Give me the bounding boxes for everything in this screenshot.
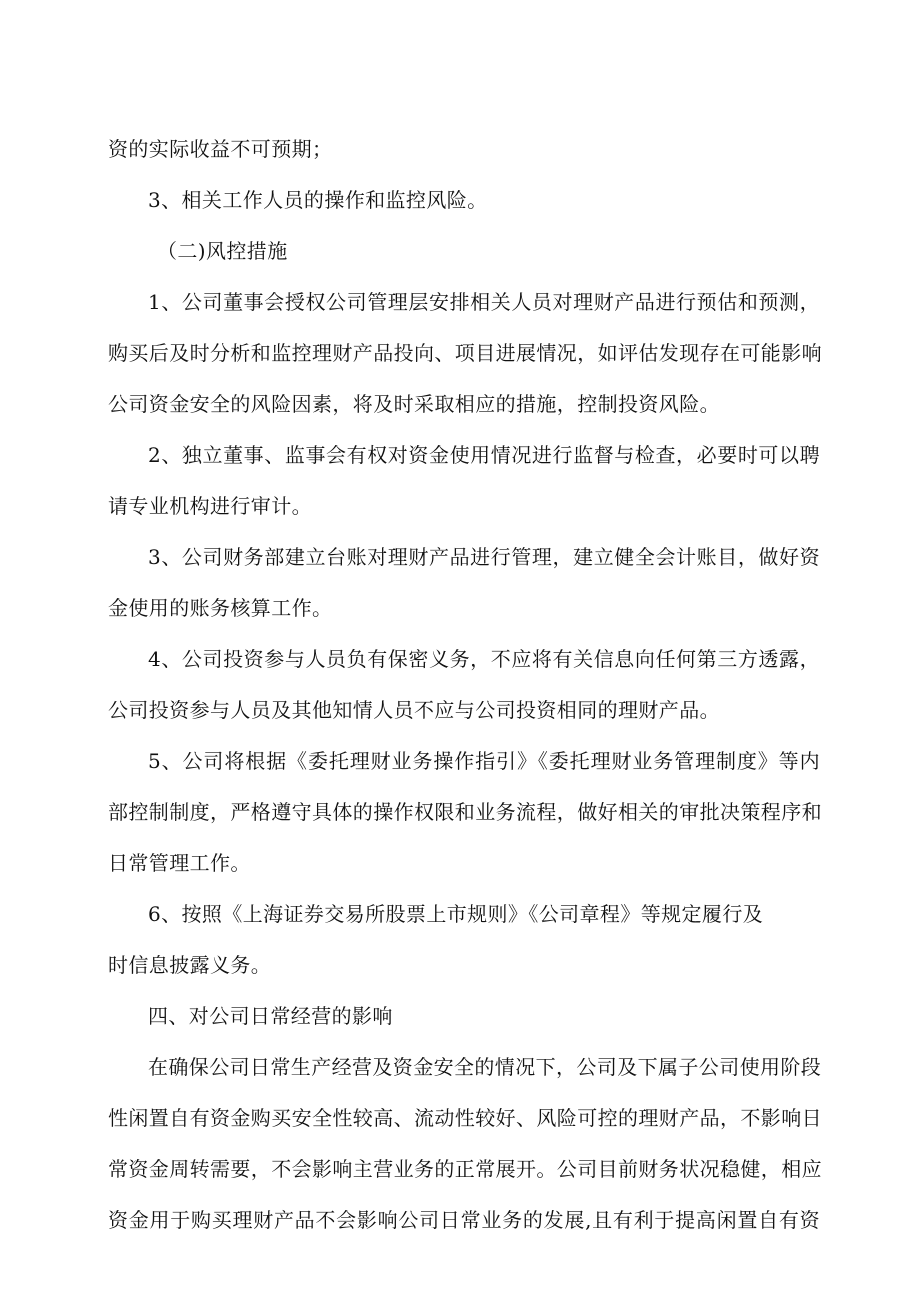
paragraph-line: 1、公司董事会授权公司管理层安排相关人员对理财产品进行预估和预测， [148, 290, 820, 314]
paragraph-line: 资金用于购买理财产品不会影响公司日常业务的发展,且有利于提高闲置自有资 [108, 1208, 820, 1232]
paragraph-line: 性闲置自有资金购买安全性较高、流动性较好、风险可控的理财产品，不影响日 [108, 1106, 822, 1130]
paragraph-line: 3、公司财务部建立台账对理财产品进行管理，建立健全会计账目，做好资 [148, 545, 820, 569]
section-subheading: （二)风控措施 [157, 239, 288, 263]
paragraph-line: 资的实际收益不可预期； [108, 137, 333, 161]
paragraph-line: 在确保公司日常生产经营及资金安全的情况下，公司及下属子公司使用阶段 [148, 1055, 822, 1079]
paragraph-line: 常资金周转需要，不会影响主营业务的正常展开。公司目前财务状况稳健，相应 [108, 1157, 822, 1181]
document-body [108, 124, 820, 1246]
paragraph-line: 金使用的账务核算工作。 [108, 596, 333, 620]
paragraph-line: 购买后及时分析和监控理财产品投向、项目进展情况，如评估发现存在可能影响 [108, 341, 822, 365]
paragraph-line: 3、相关工作人员的操作和监控风险。 [148, 188, 488, 212]
paragraph-line: 2、独立董事、监事会有权对资金使用情况进行监督与检查，必要时可以聘 [148, 443, 820, 467]
paragraph-line: 6、按照《上海证券交易所股票上市规则》《公司章程》等规定履行及 [148, 902, 764, 926]
paragraph-line: 公司资金安全的风险因素，将及时采取相应的措施，控制投资风险。 [108, 392, 720, 416]
paragraph-line: 日常管理工作。 [108, 851, 251, 875]
paragraph-line: 5、公司将根据《委托理财业务操作指引》《委托理财业务管理制度》等内 [148, 749, 820, 773]
paragraph-line: 公司投资参与人员及其他知情人员不应与公司投资相同的理财产品。 [108, 698, 720, 722]
section-heading: 四、对公司日常经营的影响 [148, 1004, 393, 1028]
paragraph-line: 4、公司投资参与人员负有保密义务，不应将有关信息向任何第三方透露， [148, 647, 820, 671]
paragraph-line: 请专业机构进行审计。 [108, 494, 312, 518]
paragraph-line: 时信息披露义务。 [108, 953, 272, 977]
paragraph-line: 部控制制度，严格遵守具体的操作权限和业务流程，做好相关的审批决策程序和 [108, 800, 822, 824]
